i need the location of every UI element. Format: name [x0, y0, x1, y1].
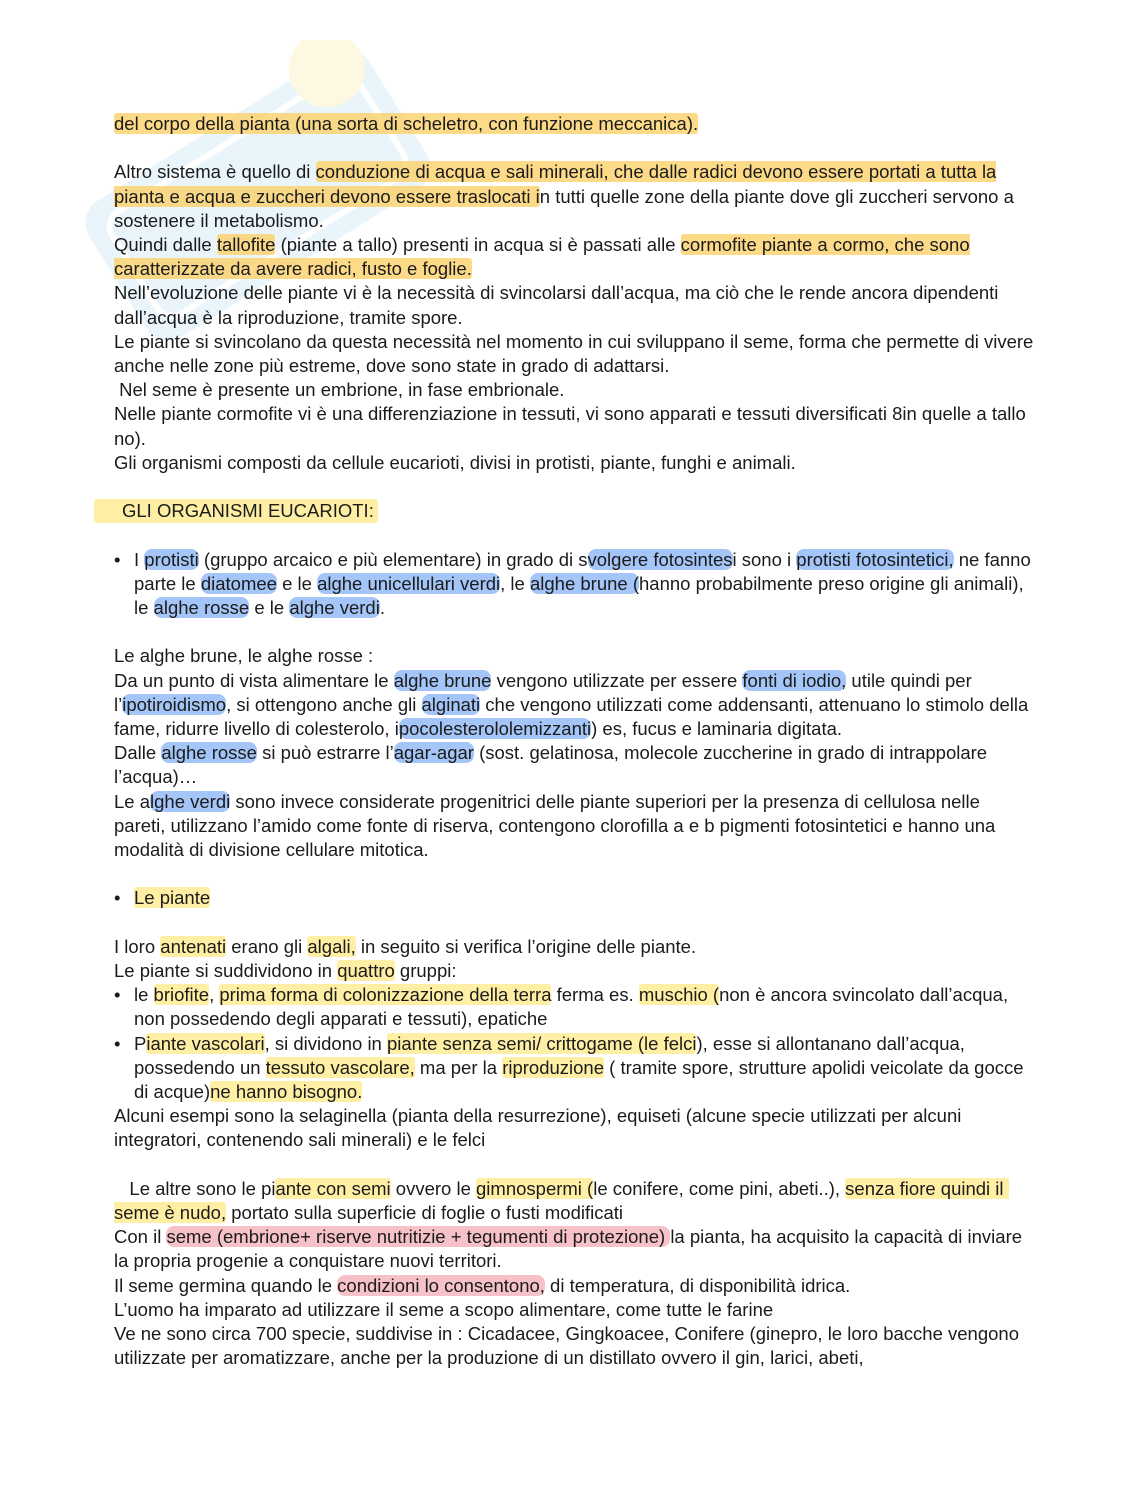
text-run: Il seme germina quando le [114, 1274, 338, 1296]
text-run: ( tramite spore, strutture apolidi veicolate da gocce di acque) [134, 1056, 1024, 1103]
highlight-yellow: ne hanno bisogno. [210, 1081, 363, 1103]
spacer [114, 136, 1034, 160]
highlight-blue: ipotiroidismo [122, 693, 227, 715]
highlight-blue: lghe verdi [150, 790, 231, 812]
spacer [114, 862, 1034, 886]
paragraph: Nelle piante cormofite vi è una differenziazione in tessuti, vi sono apparati e tessuti diversificati 8in quelle a tallo no). [114, 403, 1026, 449]
highlight-blue: alghe brune ( [529, 572, 639, 594]
paragraph [114, 160, 1034, 233]
bullet-item [114, 1032, 1034, 1105]
text-run: di temperatura, di disponibilità idrica. [544, 1274, 851, 1296]
text-run: le [134, 984, 154, 1006]
bullet-text [134, 983, 1034, 1031]
highlight-blue: protisti fotosintetici, [796, 548, 954, 570]
text-run: la pianta, ha acquisito la capacità di inviare la propria progenie a conquistare nuovi territori. [114, 1226, 1023, 1272]
text-run: in seguito si verifica l’origine delle piante. [355, 935, 697, 957]
highlight-blue: alghe brune [393, 669, 492, 691]
text-run: Altro sistema è quello di [114, 161, 316, 183]
text-run: utile quindi per l’ [114, 669, 972, 715]
text-run: si può estrarre l’ [256, 742, 394, 764]
highlight-blue: fonti di iodio, [742, 669, 847, 691]
text-run: , si ottengono anche gli [226, 693, 422, 715]
text-run: vengono utilizzate per essere [491, 669, 743, 691]
text-run: Da un punto di vista alimentare le [114, 669, 394, 691]
spacer [114, 911, 1034, 935]
bullet-text [134, 548, 1034, 621]
highlight-blue: protisti [144, 548, 199, 570]
text-run: gruppi: [394, 960, 457, 982]
bullet-text [134, 886, 1034, 910]
spacer [114, 475, 1034, 499]
highlight-orange: tallofite [216, 234, 276, 255]
highlight-yellow: tessuto vascolare, [265, 1056, 415, 1078]
highlight-yellow: riproduzione [502, 1056, 605, 1078]
text-run: Le piante si suddividono in [114, 960, 338, 982]
bullet-dot: • [114, 548, 121, 570]
highlight-blue: alginati [421, 693, 481, 715]
highlight-yellow: muschio ( [638, 984, 720, 1006]
text-run: P [134, 1032, 147, 1054]
paragraph [114, 935, 1034, 959]
paragraph [114, 741, 1034, 789]
text-run: hanno probabilmente preso origine gli animali), le [134, 572, 1024, 619]
text-run: ferma es. [551, 984, 639, 1006]
text-run: I [134, 548, 145, 570]
highlight-yellow: quattro [337, 960, 395, 982]
highlight-blue: alghe unicellulari verdi [317, 572, 501, 594]
highlight-yellow: Le piante [134, 887, 211, 909]
text-run: ) es, fucus e laminaria digitata. [591, 718, 843, 740]
highlight-blue: pocolesterololemizzanti [398, 718, 592, 740]
highlight-yellow: antenati [160, 935, 227, 957]
paragraph: Nell’evoluzione delle piante vi è la necessità di svincolarsi dall’acqua, ma ciò che le rende ancora dipendenti dall’acqua è la riproduzione, tramite spore. [114, 282, 999, 328]
text-run: Le altre sono le pi [114, 1177, 276, 1199]
highlight-yellow: gimnospermi ( [476, 1177, 594, 1199]
highlight-yellow: algali, [307, 935, 356, 957]
spacer [114, 620, 1034, 644]
highlight-blue: alghe rosse [153, 597, 250, 619]
text-run: erano gli [226, 935, 308, 957]
text-run: ne fanno parte le [134, 548, 1031, 594]
text-run: non è ancora svincolato dall’acqua, non possedendo degli apparati e tessuti), epatiche [134, 984, 1009, 1030]
highlight-yellow: senza fiore quindi il seme è nudo, [114, 1177, 1009, 1224]
highlight-yellow: ante con semi [275, 1177, 391, 1199]
paragraph: Alcuni esempi sono la selaginella (pianta della resurrezione), equiseti (alcune specie utilizzati per alcuni integratori, contenendo sali minerali) e le felci [114, 1105, 962, 1151]
text-run: (piante a tallo) presenti in acqua si è passati alle [275, 234, 681, 255]
paragraph: Gli organismi composti da cellule eucarioti, divisi in protisti, piante, funghi e animali. [114, 451, 796, 473]
highlight-yellow: iante vascolari [146, 1032, 265, 1054]
text-run: e le [276, 572, 318, 594]
paragraph [114, 112, 1034, 136]
highlight-yellow: piante senza semi/ crittogame (le felci [386, 1032, 697, 1054]
text-run: n tutti quelle zone della piante dove gli zuccheri servono a sostenere il metabolismo. [114, 185, 1014, 231]
text-run: le conifere, come pini, abeti..), [593, 1177, 846, 1199]
text-run: Con il [114, 1226, 167, 1248]
text-run: ), esse si allontanano dall’acqua, possedendo un [134, 1032, 965, 1078]
text-run: portato sulla superficie di foglie o fusti modificati [226, 1202, 624, 1224]
text-run: . [379, 597, 385, 619]
text-run: , si dividono in [264, 1032, 387, 1054]
section-heading-text: GLI ORGANISMI EUCARIOTI: [94, 499, 378, 523]
paragraph [114, 790, 1034, 863]
highlight-blue: volgere fotosintes [587, 548, 733, 570]
highlight-red: seme (embrione+ riserve nutritizie + tegumenti di protezione) [166, 1226, 671, 1248]
paragraph [114, 1153, 1034, 1226]
bullet-dot: • [114, 887, 121, 909]
highlight-blue: alghe rosse [161, 742, 257, 764]
text-run: I loro [114, 935, 161, 957]
text-run: Le a [114, 790, 151, 812]
bullet-dot: • [114, 1032, 121, 1054]
text-run: ma per la [414, 1056, 503, 1078]
highlight-blue: alghe verdi [289, 597, 380, 619]
document-page [114, 112, 1034, 1370]
highlight-orange: conduzione di acqua e sali minerali, che dalle radici devono essere portati a tutta la pianta e acqua e zuccheri devono essere traslocati i [114, 161, 997, 207]
text-run: (sost. gelatinosa, molecole zuccherine in grado di intrappolare l’acqua)… [114, 742, 988, 788]
paragraph: Le piante si svincolano da questa necessità nel momento in cui sviluppano il seme, forma che permette di vivere anche nelle zone più estreme, dove sono state in grado di adattarsi. [114, 330, 1034, 377]
bullet-item [114, 548, 1034, 621]
highlight-orange: cormofite piante a cormo, che sono caratterizzate da avere radici, fusto e foglie. [114, 234, 970, 280]
paragraph [114, 1225, 1034, 1273]
watermark-seal [274, 40, 379, 122]
paragraph [114, 233, 1034, 281]
highlight-blue: diatomee [200, 572, 277, 594]
bullet-dot: • [114, 984, 121, 1006]
text-run: e le [249, 597, 290, 619]
text-run: sono invece considerate progenitrici delle piante superiori per la presenza di cellulosa nelle pareti, utilizzano l’amido come fonte di riserva, contengono clorofilla a e b pigmenti fotosintetici e hanno una modalità di divisione cellulare mitotica. [114, 790, 996, 861]
text-run: Quindi dalle [114, 234, 217, 255]
spacer [114, 523, 1034, 547]
paragraph: Ve ne sono circa 700 specie, suddivise in : Cicadacee, Gingkoacee, Conifere (ginepro, le loro bacche vengono utilizzate per aromatizzare, anche per la produzione di un distillato ovvero il gin, larici, abeti, [114, 1323, 1020, 1369]
bullet-text [134, 1032, 1034, 1105]
highlight-blue: agar-agar [393, 742, 474, 764]
text-run: i sono i [732, 548, 797, 570]
paragraph [114, 1274, 1034, 1298]
bullet-item [114, 983, 1034, 1031]
paragraph: Nel seme è presente un embrione, in fase embrionale. [114, 379, 565, 401]
text-run: Dalle [114, 742, 162, 764]
highlight-red: condizioni lo consentono, [337, 1274, 545, 1296]
text-run: , le [500, 572, 530, 594]
text-run: (gruppo arcaico e più elementare) in grado di s [198, 548, 588, 570]
highlight-yellow: briofite [153, 984, 210, 1006]
paragraph [114, 959, 1034, 983]
paragraph: L’uomo ha imparato ad utilizzare il seme a scopo alimentare, come tutte le farine [114, 1298, 774, 1320]
paragraph [114, 669, 1034, 742]
highlight-yellow: prima forma di colonizzazione della terra [219, 984, 552, 1006]
text-run: , [209, 984, 220, 1006]
text-run: che vengono utilizzati come addensanti, attenuano lo stimolo della fame, ridurre livello di colesterolo, i [114, 693, 1029, 740]
paragraph: Le alghe brune, le alghe rosse : [114, 645, 374, 667]
text-run: ovvero le [390, 1177, 477, 1199]
highlight-orange: del corpo della pianta (una sorta di scheletro, con funzione meccanica). [114, 113, 699, 134]
bullet-item [114, 886, 1034, 910]
section-heading [114, 499, 1034, 523]
